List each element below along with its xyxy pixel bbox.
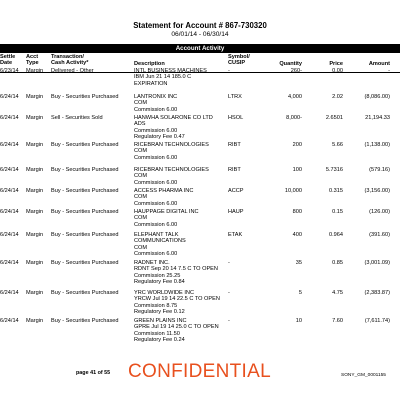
col-header-symbol-cusip: Symbol/ CUSIP bbox=[228, 54, 250, 67]
description-line: Commission 8.75 bbox=[134, 302, 178, 309]
cell-description bbox=[134, 209, 229, 228]
description-line: YRCW Jul 19 14 22.5 C TO OPEN bbox=[134, 296, 220, 303]
cell-price: 5.66 bbox=[332, 142, 343, 148]
cell-description bbox=[134, 167, 229, 186]
cell-price: 0.315 bbox=[329, 188, 343, 194]
cell-description bbox=[134, 260, 229, 286]
description-line: GPRE Jul 19 14 25.0 C TO OPEN bbox=[134, 324, 219, 331]
cell-quantity: 400 bbox=[292, 232, 302, 238]
cell-quantity: 100 bbox=[292, 167, 302, 173]
cell-acct-type: Margin bbox=[26, 290, 44, 296]
description-line: COM bbox=[134, 148, 148, 155]
cell-symbol: ACCP bbox=[228, 188, 244, 194]
description-line: Commission 6.00 bbox=[134, 154, 178, 161]
cell-quantity: 5 bbox=[298, 290, 302, 296]
col-header-quantity: Quantity bbox=[279, 61, 302, 67]
cell-description bbox=[134, 94, 229, 113]
cell-amount: (8,086.00) bbox=[364, 94, 390, 100]
cell-symbol: HSOL bbox=[228, 115, 244, 121]
cell-price: 4.75 bbox=[332, 290, 343, 296]
cell-price: 0.15 bbox=[332, 209, 343, 215]
page-number: page 41 of 55 bbox=[76, 370, 111, 376]
description-line: Commission 6.00 bbox=[134, 106, 178, 113]
cell-acct-type: Margin bbox=[26, 188, 44, 194]
description-line: Commission 6.00 bbox=[134, 251, 178, 258]
cell-amount: (579.16) bbox=[369, 167, 390, 173]
cell-settle-date: 6/24/14 bbox=[0, 94, 19, 100]
cell-description bbox=[134, 232, 229, 258]
cell-price: 2.6501 bbox=[325, 115, 343, 121]
cell-settle-date: 6/24/14 bbox=[0, 260, 19, 266]
cell-transaction: Buy - Securities Purchased bbox=[51, 142, 119, 148]
description-line: RICEBRAN TECHNOLOGIES bbox=[134, 142, 209, 148]
cell-price: 7.60 bbox=[332, 318, 343, 324]
cell-settle-date: 6/24/14 bbox=[0, 290, 19, 296]
cell-symbol: - bbox=[228, 260, 230, 266]
cell-transaction: Buy - Securities Purchased bbox=[51, 260, 119, 266]
cell-acct-type: Margin bbox=[26, 68, 44, 74]
cell-amount: (391.60) bbox=[369, 232, 390, 238]
cell-settle-date: 6/23/14 bbox=[0, 68, 19, 74]
description-line: RICEBRAN TECHNOLOGIES bbox=[134, 167, 209, 173]
cell-amount: (7,611.74) bbox=[364, 318, 390, 324]
cell-settle-date: 6/24/14 bbox=[0, 188, 19, 194]
cell-quantity: 200 bbox=[292, 142, 302, 148]
cell-symbol: - bbox=[228, 318, 230, 324]
cell-price: 0.85 bbox=[332, 260, 343, 266]
cell-price: 5.7316 bbox=[325, 167, 343, 173]
cell-quantity: 35 bbox=[295, 260, 302, 266]
cell-symbol: RIBT bbox=[228, 142, 241, 148]
cell-price: 2.02 bbox=[332, 94, 343, 100]
description-line: LANTRONIX INC bbox=[134, 94, 178, 100]
confidential-stamp: CONFIDENTIAL bbox=[128, 361, 271, 382]
cell-amount: (2,383.87) bbox=[364, 290, 390, 296]
cell-acct-type: Margin bbox=[26, 167, 44, 173]
description-line: COM bbox=[134, 173, 148, 180]
cell-amount: (3,156.00) bbox=[364, 188, 390, 194]
cell-transaction: Buy - Securities Purchased bbox=[51, 318, 119, 324]
cell-settle-date: 6/24/14 bbox=[0, 115, 19, 121]
description-line: ADS bbox=[134, 121, 146, 128]
cell-symbol: HAUP bbox=[228, 209, 244, 215]
cell-description bbox=[134, 318, 229, 344]
cell-symbol: - bbox=[228, 290, 230, 296]
statement-period: 06/01/14 - 06/30/14 bbox=[171, 31, 229, 38]
description-line: COM bbox=[134, 215, 148, 222]
description-line: COM bbox=[134, 194, 148, 201]
cell-amount: (3,001.09) bbox=[364, 260, 390, 266]
cell-description bbox=[134, 142, 229, 161]
description-line: Commission 6.00 bbox=[134, 221, 178, 228]
description-line: COMMUNICATIONS bbox=[134, 238, 186, 245]
description-line: Commission 11.50 bbox=[134, 330, 180, 337]
description-line: Regulatory Fee 0.84 bbox=[134, 279, 185, 286]
cell-acct-type: Margin bbox=[26, 94, 44, 100]
description-line: HAUPPAGE DIGITAL INC bbox=[134, 209, 199, 215]
cell-transaction: Buy - Securities Purchased bbox=[51, 94, 119, 100]
description-line: COM bbox=[134, 244, 148, 251]
account-activity-header-bar: Account Activity bbox=[0, 44, 400, 53]
statement-title: Statement for Account # 867-730320 bbox=[133, 21, 267, 30]
cell-description bbox=[134, 115, 229, 141]
description-line: ACCESS PHARMA INC bbox=[134, 188, 194, 194]
cell-amount: 21,194.33 bbox=[365, 115, 390, 121]
cell-quantity: 8,000- bbox=[286, 115, 302, 121]
cell-transaction: Buy - Securities Purchased bbox=[51, 167, 119, 173]
description-line: COM bbox=[134, 100, 148, 107]
cell-description bbox=[134, 290, 229, 316]
cell-settle-date: 6/24/14 bbox=[0, 209, 19, 215]
cell-amount: (126.00) bbox=[369, 209, 390, 215]
cell-acct-type: Margin bbox=[26, 142, 44, 148]
cell-amount: (1,138.00) bbox=[364, 142, 390, 148]
cell-quantity: 10 bbox=[295, 318, 302, 324]
cell-description bbox=[134, 68, 229, 87]
cell-quantity: 10,000 bbox=[284, 188, 302, 194]
cell-settle-date: 6/24/14 bbox=[0, 232, 19, 238]
description-line: YRC WORLDWIDE INC bbox=[134, 290, 194, 296]
description-line: Commission 6.00 bbox=[134, 200, 178, 207]
col-header-description: Description bbox=[134, 61, 165, 67]
description-line: HANWHA SOLARONE CO LTD bbox=[134, 115, 213, 121]
cell-description bbox=[134, 188, 229, 207]
cell-transaction: Sell - Securities Sold bbox=[51, 115, 103, 121]
description-line: GREEN PLAINS INC bbox=[134, 318, 187, 324]
cell-transaction: Buy - Securities Purchased bbox=[51, 209, 119, 215]
cell-acct-type: Margin bbox=[26, 318, 44, 324]
bates-number: SONY_GM_0001155 bbox=[341, 373, 386, 378]
description-line: Regulatory Fee 0.12 bbox=[134, 309, 185, 316]
description-line: RDNT Sep 20 14 7.5 C TO OPEN bbox=[134, 266, 218, 273]
description-line: INTL BUSINESS MACHINES bbox=[134, 68, 207, 74]
description-line: Commission 6.00 bbox=[134, 127, 178, 134]
cell-price: 0.00 bbox=[332, 68, 343, 74]
cell-symbol: RIBT bbox=[228, 167, 241, 173]
description-line: Commission 25.25 bbox=[134, 272, 181, 279]
cell-transaction: Buy - Securities Purchased bbox=[51, 188, 119, 194]
description-line: Regulatory Fee 0.24 bbox=[134, 337, 185, 344]
col-header-amount: Amount bbox=[368, 61, 390, 67]
cell-transaction: Delivered - Other bbox=[51, 68, 94, 74]
cell-settle-date: 6/24/14 bbox=[0, 142, 19, 148]
col-header-acct-type: Acct Type bbox=[26, 54, 39, 67]
col-header-settle-date: Settle Date bbox=[0, 54, 16, 67]
cell-amount: - bbox=[388, 68, 390, 74]
cell-quantity: 800 bbox=[292, 209, 302, 215]
description-line: RADNET INC. bbox=[134, 260, 170, 266]
cell-transaction: Buy - Securities Purchased bbox=[51, 290, 119, 296]
cell-acct-type: Margin bbox=[26, 115, 44, 121]
col-header-transaction: Transaction/ Cash Activity* bbox=[51, 54, 89, 67]
cell-settle-date: 6/24/14 bbox=[0, 318, 19, 324]
description-line: IBM Jun 21 14 185.0 C bbox=[134, 74, 192, 81]
cell-acct-type: Margin bbox=[26, 232, 44, 238]
cell-quantity: 4,000 bbox=[288, 94, 302, 100]
col-header-price: Price bbox=[329, 61, 343, 67]
cell-acct-type: Margin bbox=[26, 260, 44, 266]
cell-quantity: 260- bbox=[290, 68, 302, 74]
cell-price: 0.964 bbox=[329, 232, 343, 238]
description-line: Commission 6.00 bbox=[134, 179, 178, 186]
cell-acct-type: Margin bbox=[26, 209, 44, 215]
cell-transaction: Buy - Securities Purchased bbox=[51, 232, 119, 238]
cell-settle-date: 6/24/14 bbox=[0, 167, 19, 173]
description-line: Regulatory Fee 0.47 bbox=[134, 134, 185, 141]
description-line: EXPIRATION bbox=[134, 80, 168, 87]
cell-symbol: LTRX bbox=[228, 94, 242, 100]
cell-symbol: ETAK bbox=[228, 232, 243, 238]
cell-symbol: - bbox=[228, 68, 230, 74]
description-line: ELEPHANT TALK bbox=[134, 232, 179, 238]
